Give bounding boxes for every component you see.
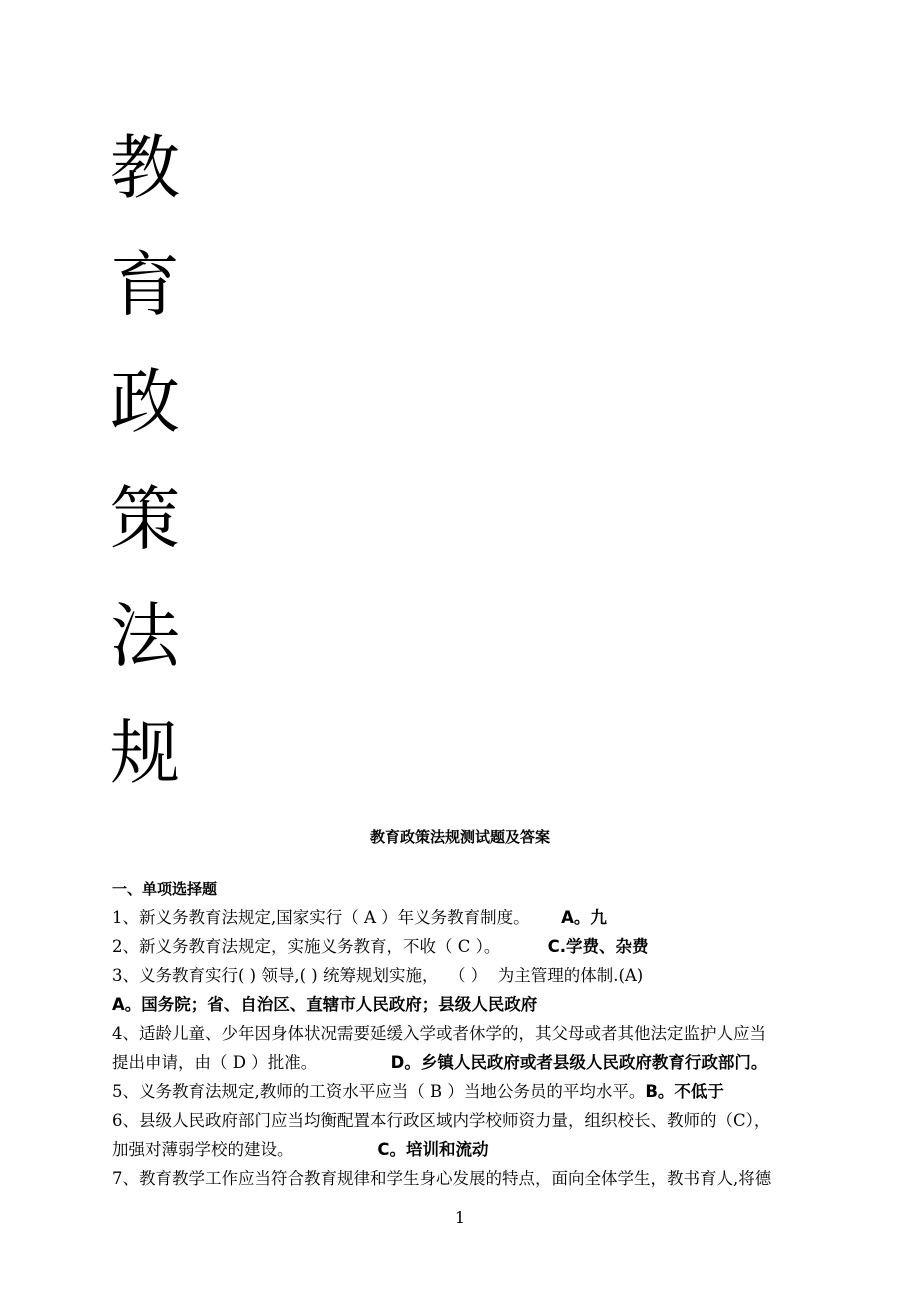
spacer <box>294 1140 378 1159</box>
question-text: 2、新义务教育法规定，实施义务教育，不收（ C ）。 <box>112 937 501 956</box>
page-number: 1 <box>454 1208 466 1227</box>
question-line <box>112 990 852 1019</box>
question-line <box>112 961 852 990</box>
cover-title-char: 政 <box>110 361 180 443</box>
question-list <box>112 903 852 1193</box>
spacer <box>317 1053 390 1072</box>
question-line <box>112 1164 852 1193</box>
spacer <box>530 908 561 927</box>
question-text: 加强对薄弱学校的建设。 <box>112 1140 294 1159</box>
answer-text: A。国务院；省、自治区、直辖市人民政府；县级人民政府 <box>112 995 538 1014</box>
answer-text: D。乡镇人民政府或者县级人民政府教育行政部门。 <box>390 1053 768 1072</box>
question-line <box>112 1106 852 1135</box>
question-line <box>112 903 852 932</box>
question-line <box>112 1019 852 1048</box>
question-text: 3、义务教育实行( ) 领导,( ) 统筹规划实施， （ ） 为主管理的体制.(A) <box>112 966 644 985</box>
cover-title-char: 教 <box>110 127 180 209</box>
question-line <box>112 1135 852 1164</box>
question-text: 7、教育教学工作应当符合教育规律和学生身心发展的特点，面向全体学生，教书育人,将德 <box>112 1169 772 1188</box>
answer-text: B。不低于 <box>645 1082 724 1101</box>
cover-title-char: 法 <box>110 595 180 677</box>
question-text: 1、新义务教育法规定,国家实行（ A ）年义务教育制度。 <box>112 908 530 927</box>
question-text: 5、义务教育法规定,教师的工资水平应当（ B ）当地公务员的平均水平。 <box>112 1082 646 1101</box>
question-line <box>112 932 852 961</box>
cover-title-char: 策 <box>110 478 180 560</box>
question-text: 提出申请，由（ D ）批准。 <box>112 1053 318 1072</box>
question-text: 6、县级人民政府部门应当均衡配置本行政区域内学校师资力量，组织校长、教师的（C）， <box>112 1111 771 1130</box>
answer-text: C。培训和流动 <box>377 1140 489 1159</box>
cover-title-char: 育 <box>110 244 180 326</box>
question-line <box>112 1048 852 1077</box>
cover-title <box>110 110 200 812</box>
answer-text: C.学费、杂费 <box>547 937 649 956</box>
cover-title-char: 规 <box>110 712 180 794</box>
question-text: 4、适龄儿童、少年因身体状况需要延缓入学或者休学的，其父母或者其他法定监护人应当 <box>112 1024 766 1043</box>
document-title: 教育政策法规测试题及答案 <box>369 828 550 846</box>
spacer <box>500 937 547 956</box>
answer-text: A。九 <box>561 908 607 927</box>
question-line <box>112 1077 852 1106</box>
section-heading: 一、单项选择题 <box>112 880 218 898</box>
